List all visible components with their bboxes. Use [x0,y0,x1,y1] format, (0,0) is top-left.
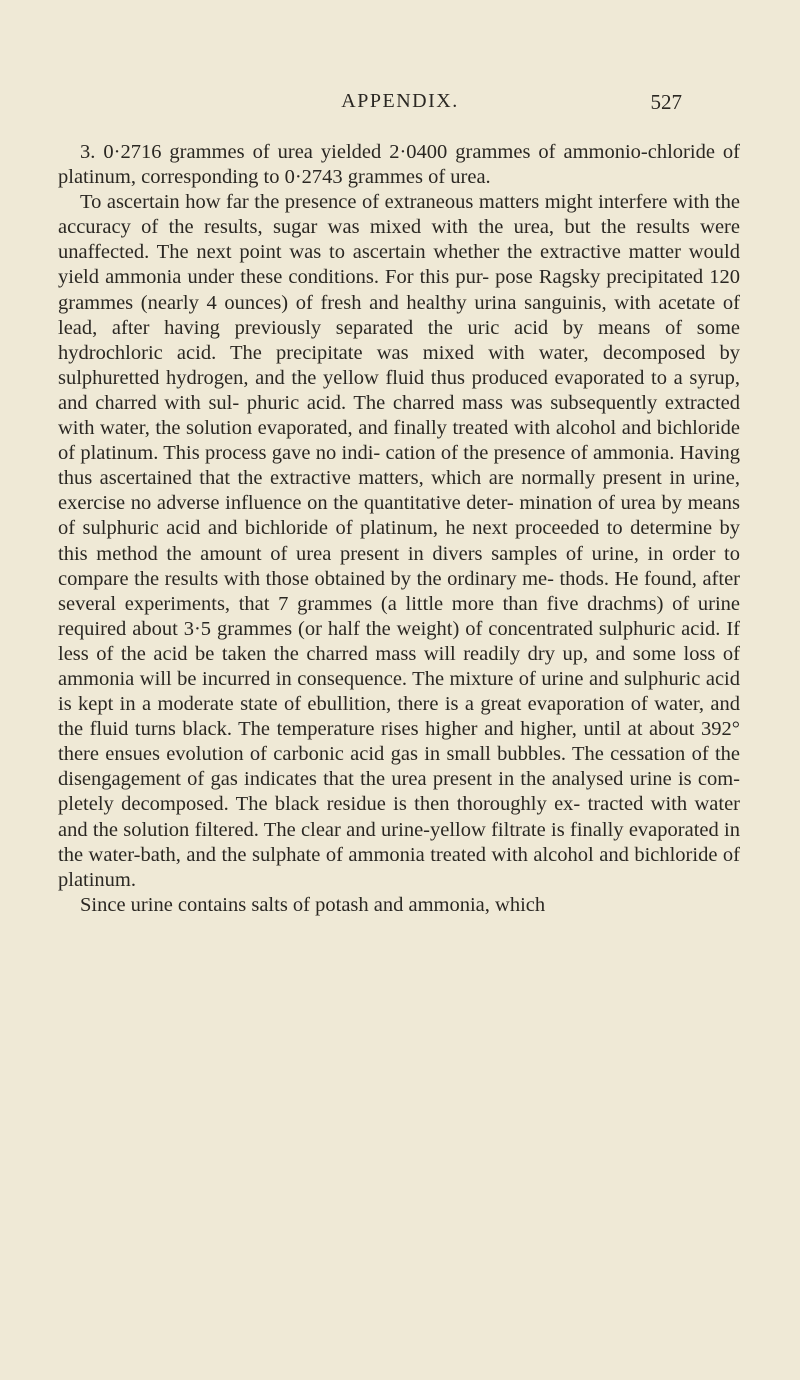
running-title: APPENDIX. [341,90,459,112]
paragraph-extraneous-matters: To ascertain how far the presence of extraneous matters might interfere with the accuracy of the results, sugar was mixed with the urea, but the results were unaffected. The next point was to ascertain whether the extractive matter would yield ammonia under these conditions. For this pur- pose Ragsky precipitated 120 grammes (nearly 4 ounces) of fresh and healthy urina sanguinis, with acetate of lead, after having previously separated the uric acid by means of some hydrochloric acid. The precipitate was mixed with water, decomposed by sulphuretted hydrogen, and the yellow fluid thus produced evaporated to a syrup, and charred with sul- phuric acid. The charred mass was subsequently extracted with water, the solution evaporated, and finally treated with alcohol and bichloride of platinum. This process gave no indi- cation of the presence of ammonia. Having thus ascertained that the extractive matters, which are normally present in urine, exercise no adverse influence on the quantitative deter- mination of urea by means of sulphuric acid and bichloride of platinum, he next proceeded to determine by this method the amount of urea present in divers samples of urine, in order to compare the results with those obtained by the ordinary me- thods. He found, after several experiments, that 7 grammes (a little more than five drachms) of urine required about 3·5 grammes (or half the weight) of concentrated sulphuric acid. If less of the acid be taken the charred mass will readily dry up, and some loss of ammonia will be incurred in consequence. The mixture of urine and sulphuric acid is kept in a moderate state of ebullition, there is a great evaporation of water, and the fluid turns black. The temperature rises higher and higher, until at about 392° there ensues evolution of carbonic acid gas in small bubbles. The cessation of the disengagement of gas indicates that the urea present in the analysed urine is com- pletely decomposed. The black residue is then thoroughly ex- tracted with water and the solution filtered. The clear and urine-yellow filtrate is finally evaporated in the water-bath, and the sulphate of ammonia treated with alcohol and bichloride of platinum. [58,191,740,891]
paragraph-result-three: 3. 0·2716 grammes of urea yielded 2·0400 grammes of ammonio-chloride of platinum, corresponding to 0·2743 grammes of urea. [58,141,740,189]
body-text [58,140,740,918]
running-head [0,90,800,124]
page-number: 527 [650,90,682,114]
paragraph-potash-ammonia: Since urine contains salts of potash and ammonia, which [80,893,546,916]
